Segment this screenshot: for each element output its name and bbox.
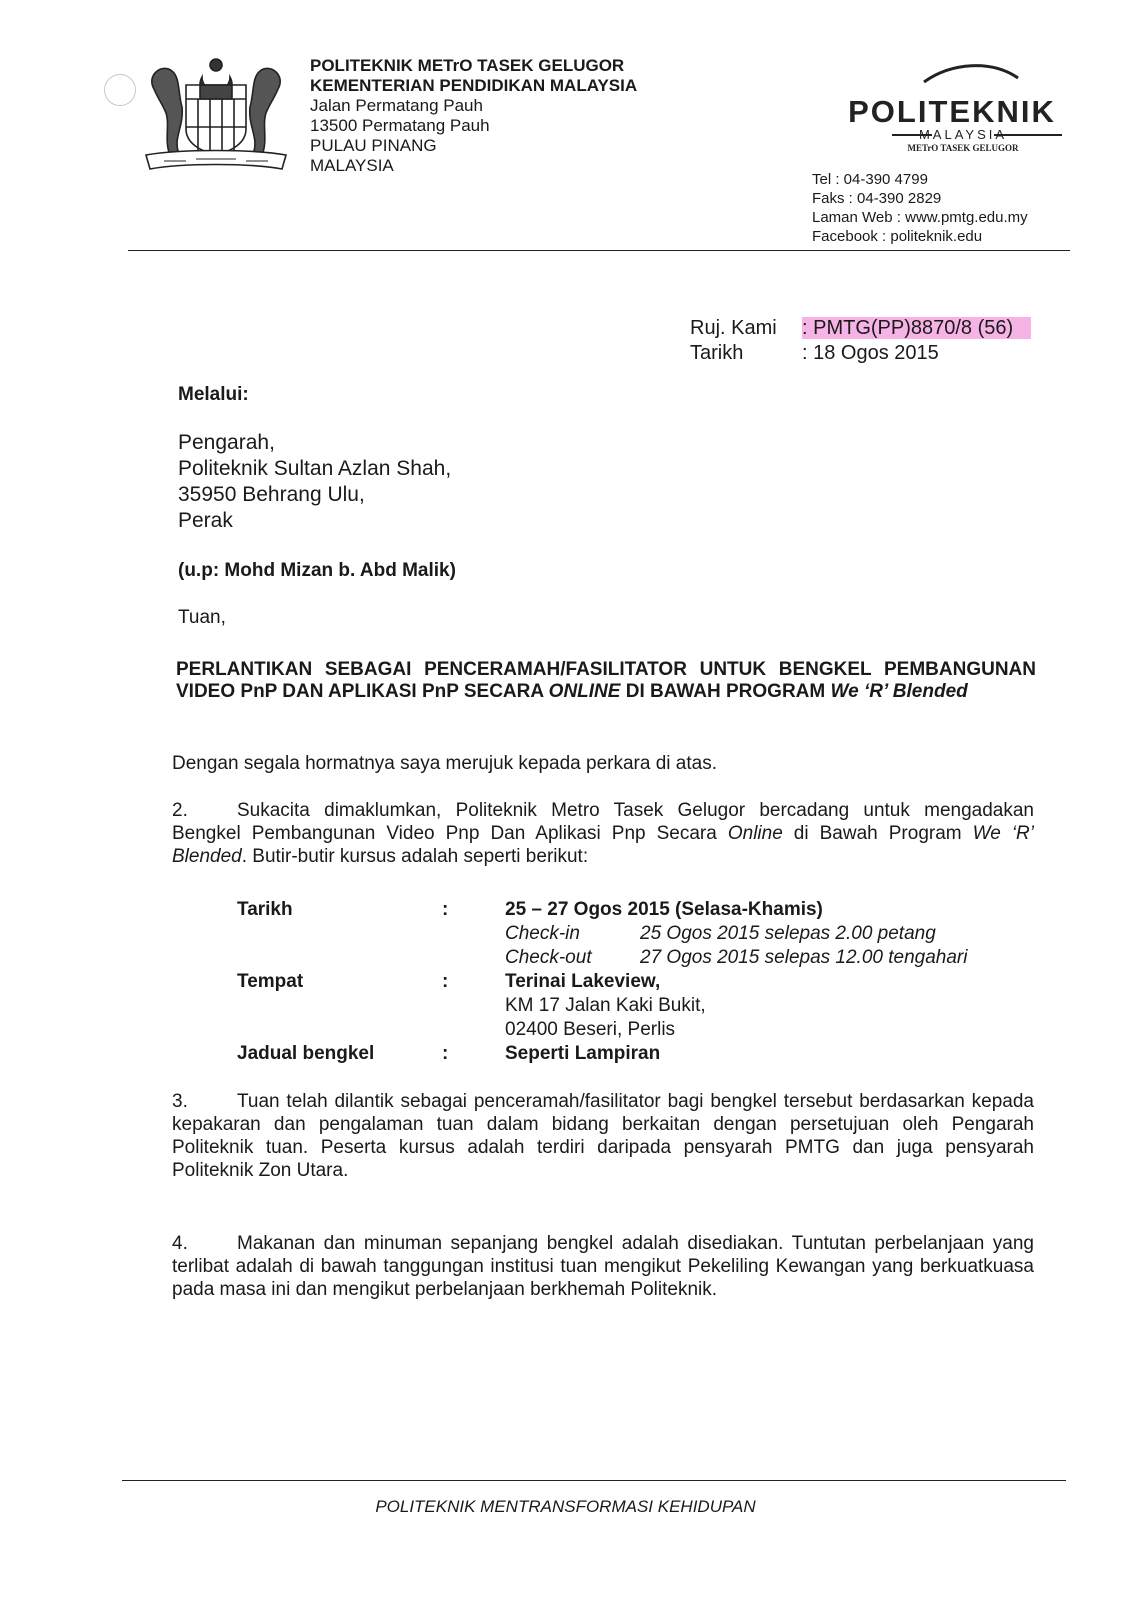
institution-header: [310, 56, 637, 176]
ministry-name: KEMENTERIAN PENDIDIKAN MALAYSIA: [310, 76, 638, 95]
course-details: Tarikh : 25 – 27 Ogos 2015 (Selasa-Khamis) Check-in 25 Ogos 2015 selepas 2.00 petang Check-out 27 Ogos 2015 selepas 12.00 tengahari Tempat : Terinai Lakeview, KM 17 Jalan Kaki Bukit, 02400 Beseri, Perlis Jadual bengkel : Seperti Lampiran: [237, 899, 968, 1064]
paragraph-4: 4. Makanan dan minuman sepanjang bengkel adalah disediakan. Tuntutan perbelanjaan yang terlibat adalah di bawah tanggungan institusi tuan mengikut Pekeliling Kewangan yang berkuatkuasa pada masa ini dan mengikut perbelanjaan berkhemah Politeknik.: [172, 1233, 1034, 1300]
check-in-line: Check-in 25 Ogos 2015 selepas 2.00 petang: [505, 923, 936, 944]
contact-block: [812, 170, 1028, 246]
recipient-line: Politeknik Sultan Azlan Shah,: [178, 457, 452, 480]
header-divider: [128, 250, 1070, 251]
recipient-line: Perak: [178, 509, 233, 532]
institution-name: POLITEKNIK METrO TASEK GELUGOR: [310, 56, 625, 75]
via-label: Melalui:: [178, 384, 249, 405]
reference-block: [690, 316, 1031, 366]
recipient-line: 35950 Behrang Ulu,: [178, 483, 365, 506]
letter-date: : 18 Ogos 2015: [802, 342, 939, 364]
paragraph-2: 2. Sukacita dimaklumkan, Politeknik Metro Tasek Gelugor bercadang untuk mengadakan Bengkel Pembangunan Video Pnp Dan Aplikasi Pnp Secara Online di Bawah Program We ‘R’ Blended. Butir-butir kursus adalah seperti berikut:: [172, 800, 1034, 867]
paragraph-3: 3. Tuan telah dilantik sebagai penceramah/fasilitator bagi bengkel tersebut berdasarkan kepada kepakaran dan pengalaman tuan dalam bidang berkaitan dengan persetujuan oleh Pengarah Politeknik tuan. Peserta kursus adalah terdiri daripada pensyarah PMTG dan juga pensyarah Politeknik Zon Utara.: [172, 1091, 1034, 1181]
punch-hole-mark: [104, 74, 136, 106]
recipient-address: [178, 430, 451, 534]
opening-paragraph: Dengan segala hormatnya saya merujuk kepada perkara di atas.: [172, 753, 717, 774]
contact-facebook: Facebook : politeknik.edu: [812, 228, 983, 245]
salutation: Tuan,: [178, 607, 226, 628]
schedule-value: Seperti Lampiran: [505, 1043, 661, 1064]
detail-label: Jadual bengkel: [237, 1043, 375, 1064]
politeknik-logo: [832, 60, 1072, 155]
check-out-line: Check-out 27 Ogos 2015 selepas 12.00 tengahari: [505, 947, 968, 968]
attention-line: (u.p: Mohd Mizan b. Abd Malik): [178, 560, 456, 581]
subject-heading: PERLANTIKAN SEBAGAI PENCERAMAH/FASILITATOR UNTUK BENGKEL PEMBANGUNAN VIDEO PnP DAN APLIKASI PnP SECARA ONLINE DI BAWAH PROGRAM We ‘R’ Blended: [176, 659, 1036, 702]
detail-label: Tempat: [237, 971, 304, 992]
logo-campus: METrO TASEK GELUGOR: [907, 143, 1019, 153]
detail-label: Tarikh: [237, 899, 293, 920]
date-label: Tarikh: [690, 342, 744, 364]
address-line: PULAU PINANG: [310, 136, 437, 155]
venue-line: KM 17 Jalan Kaki Bukit,: [505, 995, 706, 1016]
recipient-line: Pengarah,: [178, 431, 275, 454]
course-date: 25 – 27 Ogos 2015 (Selasa-Khamis): [505, 899, 823, 920]
address-line: Jalan Permatang Pauh: [310, 96, 483, 115]
address-line: MALAYSIA: [310, 156, 394, 175]
venue-name: Terinai Lakeview,: [505, 971, 661, 992]
contact-website: Laman Web : www.pmtg.edu.my: [812, 209, 1028, 226]
contact-fax: Faks : 04-390 2829: [812, 190, 942, 207]
address-line: 13500 Permatang Pauh: [310, 116, 490, 135]
footer-motto: POLITEKNIK MENTRANSFORMASI KEHIDUPAN: [375, 1497, 756, 1516]
venue-line: 02400 Beseri, Perlis: [505, 1019, 676, 1040]
logo-word: POLITEKNIK: [848, 94, 1056, 129]
logo-country: MALAYSIA: [918, 127, 1008, 142]
footer-divider: [122, 1480, 1066, 1481]
coat-of-arms-icon: [140, 55, 292, 177]
reference-label: Ruj. Kami: [690, 317, 777, 339]
reference-number: : PMTG(PP)8870/8 (56): [802, 317, 1031, 339]
contact-phone: Tel : 04-390 4799: [812, 171, 928, 188]
